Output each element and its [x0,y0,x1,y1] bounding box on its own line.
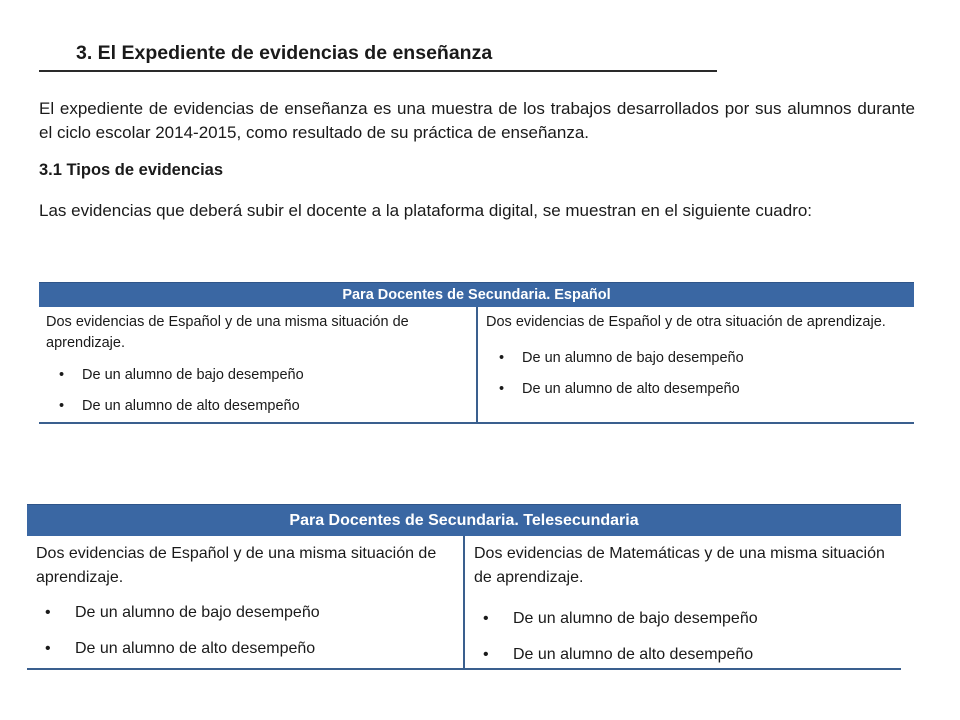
list-item [474,643,895,667]
bullet-icon: • [59,367,65,383]
bullet-icon: • [483,610,489,627]
cell-description: Dos evidencias de Matemáticas y de una misma situación de aprendizaje. [474,545,885,586]
list-item-text: De un alumno de alto desempeño [75,640,316,657]
bullet-icon: • [45,640,51,657]
table-body [39,307,914,422]
bullet-icon: • [59,398,65,414]
title-underline [39,70,717,72]
list-item [46,396,470,417]
lead-paragraph: Las evidencias que deberá subir el docente a la plataforma digital, se muestran en el siguiente cuadro: [39,201,813,220]
list-item-text: De un alumno de bajo desempeño [82,367,304,383]
list-item [474,607,895,631]
table-cell-left [39,307,476,422]
list-item [486,379,908,400]
list-item-text: De un alumno de alto desempeño [513,646,754,663]
bullet-icon: • [483,646,489,663]
table-cell-right [463,536,901,670]
table-cell-right [476,307,914,422]
list-item-text: De un alumno de bajo desempeño [75,604,320,621]
bullet-icon: • [499,381,505,397]
list-item [36,601,457,625]
table-body [27,536,901,670]
list-item [36,637,457,661]
cell-description: Dos evidencias de Español y de una misma situación de aprendizaje. [46,314,409,351]
bullet-icon: • [499,350,505,366]
evidence-table-espanol [39,282,914,424]
section-title: 3. El Expediente de evidencias de enseñanza [76,42,493,64]
bullet-list [46,365,470,417]
list-item [486,348,908,369]
bullet-list [36,601,457,661]
table-cell-left [27,536,463,670]
bullet-icon: • [45,604,51,621]
bullet-list [474,607,895,667]
evidence-table-telesecundaria [27,504,901,670]
list-item-text: De un alumno de bajo desempeño [513,610,758,627]
table-header: Para Docentes de Secundaria. Telesecundaria [27,504,901,536]
cell-description: Dos evidencias de Español y de otra situación de aprendizaje. [486,314,886,330]
list-item [46,365,470,386]
list-item-text: De un alumno de alto desempeño [82,398,300,414]
subsection-title: 3.1 Tipos de evidencias [39,161,224,179]
table-header: Para Docentes de Secundaria. Español [39,282,914,307]
list-item-text: De un alumno de alto desempeño [522,381,740,397]
list-item-text: De un alumno de bajo desempeño [522,350,744,366]
cell-description: Dos evidencias de Español y de una misma situación de aprendizaje. [36,545,437,586]
intro-paragraph: El expediente de evidencias de enseñanza es una muestra de los trabajos desarrollados por sus alumnos durante el ciclo escolar 2014-2015, como resultado de su práctica de enseñanza. [39,99,915,142]
bullet-list [486,348,908,400]
